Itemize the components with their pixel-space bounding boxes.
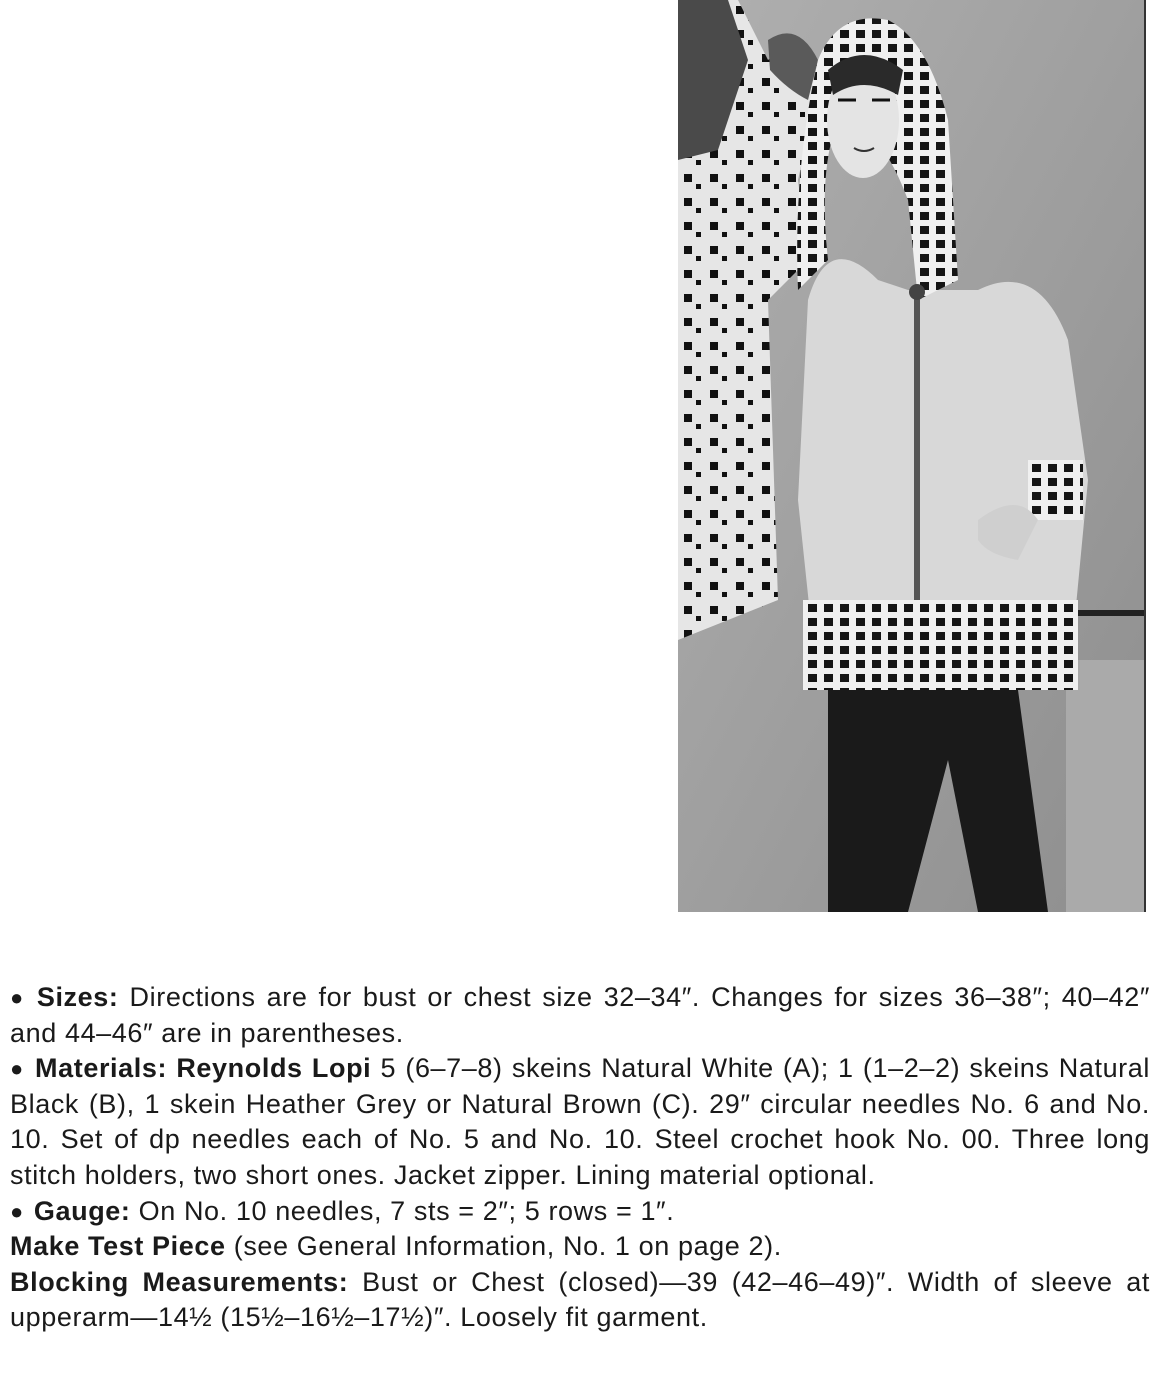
materials-text: 5 (6–7–8) skeins Natural White (A); 1 (1–2–2) skeins Natural Black (B), 1 skein Heather Grey or Natural Brown (C). 29″ circular needles No. 6 and No. 10. Set of dp needles each of No. 5 and No. 10. Steel crochet hook No. 00. Three long stitch holders, two short ones. Jacket zipper. Lining material optional. [10, 1053, 1150, 1190]
materials-brand: Reynolds Lopi [176, 1053, 372, 1084]
test-piece-paragraph [10, 1229, 1150, 1265]
materials-label: Materials: [35, 1053, 168, 1084]
bullet-icon: ● [10, 1198, 24, 1224]
photo-border [1144, 0, 1146, 912]
pattern-details [10, 980, 1150, 1336]
test-piece-label: Make Test Piece [10, 1231, 226, 1262]
test-piece-text: (see General Information, No. 1 on page 2). [233, 1231, 782, 1262]
model-photo [678, 0, 1144, 912]
sizes-label: Sizes: [36, 982, 119, 1012]
blocking-paragraph [10, 1265, 1150, 1336]
gauge-paragraph [10, 1194, 1150, 1230]
blocking-text: Bust or Chest (closed)—39 (42–46–49)″. Width of sleeve at upperarm—14½ (15½–16½–17½)″. Loosely fit garment. [10, 1266, 1150, 1333]
gauge-text: On No. 10 needles, 7 sts = 2″; 5 rows = 1″. [138, 1195, 675, 1226]
bullet-icon: ● [10, 1056, 26, 1082]
gauge-label: Gauge: [33, 1195, 131, 1226]
blocking-label: Blocking Measurements: [10, 1266, 349, 1297]
photo-illustration [678, 0, 1144, 912]
materials-paragraph [10, 1051, 1150, 1193]
sizes-paragraph [10, 980, 1150, 1051]
bullet-icon: ● [10, 985, 27, 1010]
sizes-text: Directions are for bust or chest size 32–34″. Changes for sizes 36–38″; 40–42″ and 44–46″ are in parentheses. [10, 982, 1150, 1048]
